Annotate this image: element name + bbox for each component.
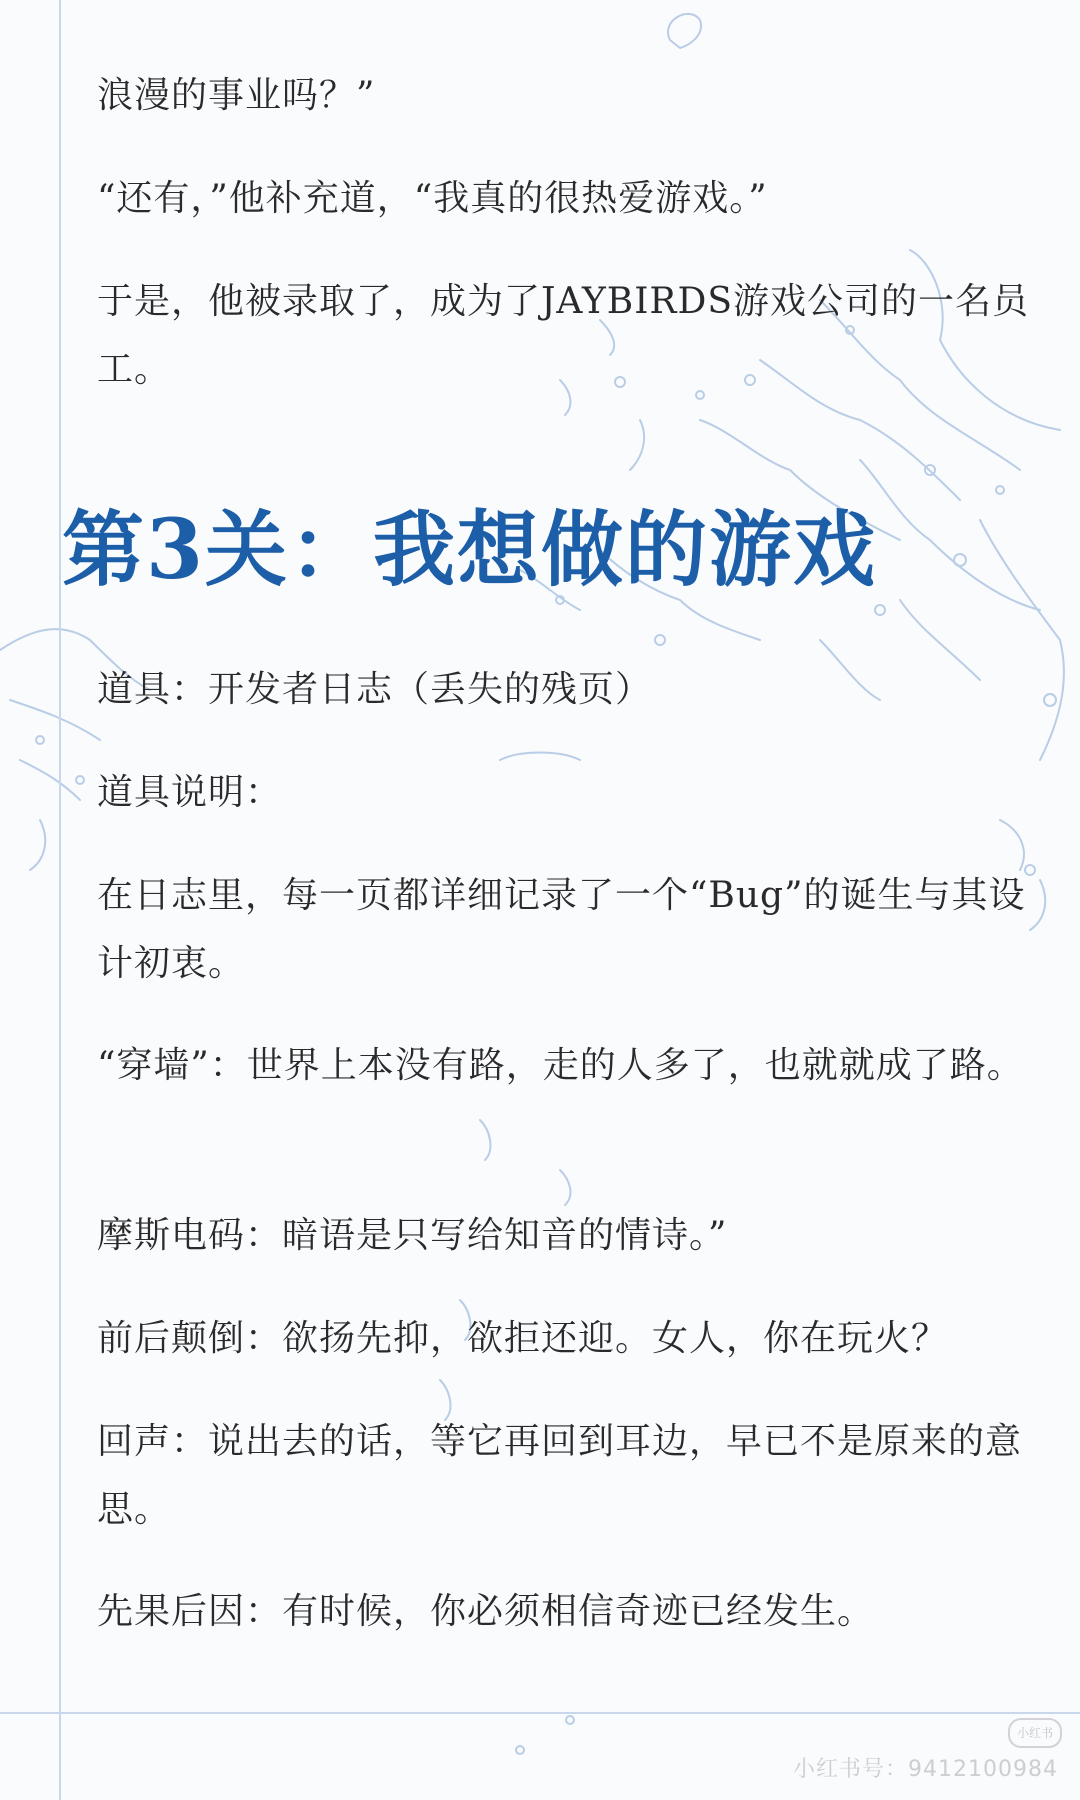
paragraph-item-desc: 在日志里，每一页都详细记录了一个“Bug”的诞生与其设计初衷。 — [97, 875, 1026, 984]
paragraph-bug-echo: 回声：说出去的话，等它再回到耳边，早已不是原来的意思。 — [97, 1421, 1023, 1530]
watermark-logo: 小红书 — [1008, 1718, 1062, 1748]
watermark-text: 小红书号：9412100984 — [793, 1757, 1058, 1782]
paragraph-continuation: 浪漫的事业吗？” — [97, 75, 376, 116]
margin-line — [59, 0, 61, 1800]
paragraph-bug-reverse: 前后颠倒：欲扬先抑，欲拒还迎。女人，你在玩火？ — [97, 1318, 949, 1359]
paragraph-bug-wallclip: “穿墙”：世界上本没有路，走的人多了，也就就成了路。 — [97, 1045, 1024, 1086]
paragraph-hired: 于是，他被录取了，成为了JAYBIRDS游戏公司的一名员工。 — [97, 281, 1030, 390]
chapter-heading: 第3关：我想做的游戏 — [62, 502, 878, 598]
bottom-rule — [0, 1712, 1080, 1714]
paragraph-bug-morse: 摩斯电码：暗语是只写给知音的情诗。” — [97, 1215, 728, 1256]
paragraph-dialogue: “还有，”他补充道，“我真的很热爱游戏。” — [97, 178, 768, 219]
paragraph-item: 道具：开发者日志（丢失的残页） — [97, 669, 653, 710]
paragraph-item-desc-label: 道具说明： — [97, 772, 283, 813]
paragraph-bug-effect-cause: 先果后因：有时候，你必须相信奇迹已经发生。 — [97, 1591, 875, 1632]
